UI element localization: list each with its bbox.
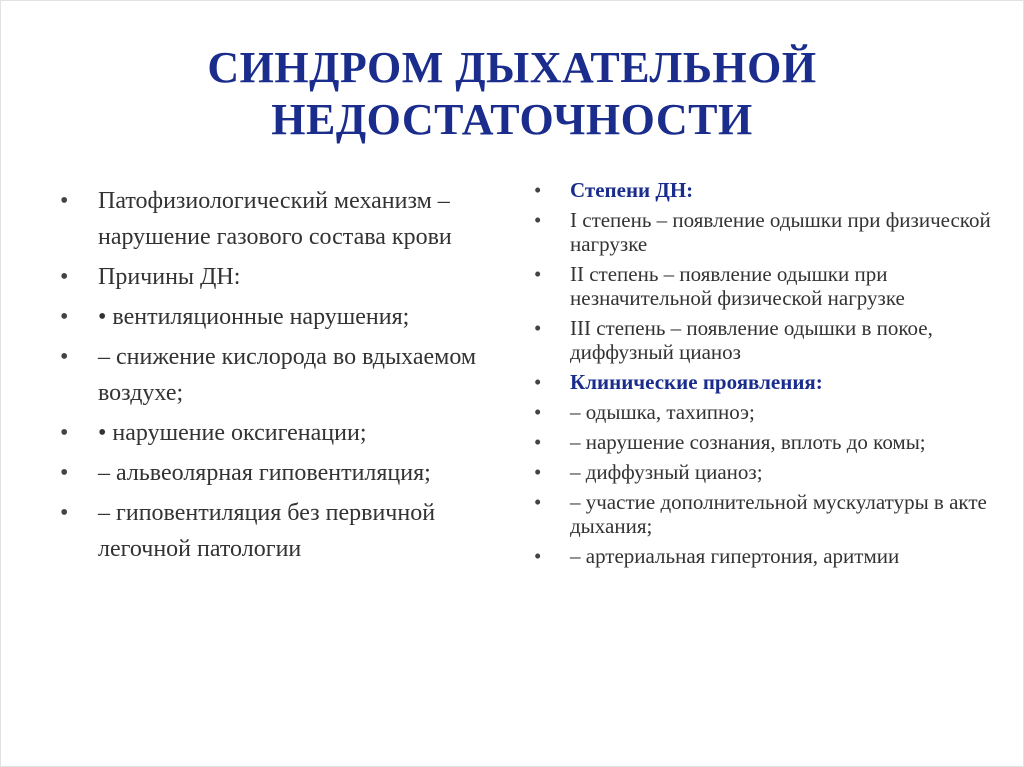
left-list-item-oxygen — [58, 339, 508, 411]
right-list-item-degree-3 — [530, 316, 1000, 364]
bullet-icon: • — [534, 490, 542, 514]
left-list-item-alveolar — [58, 455, 508, 491]
bullet-icon: • — [60, 264, 69, 290]
right-list-item-muscles — [530, 490, 1000, 538]
list-heading-text: Степени ДН: — [570, 178, 694, 202]
right-list-item-degree-1 — [530, 208, 1000, 256]
list-item-text: II степень – появление одышки при незначительной физической нагрузке — [570, 262, 905, 310]
list-item-text: • вентиляционные нарушения; — [98, 304, 410, 330]
right-heading-degrees — [530, 178, 1000, 202]
left-list-item-causes — [58, 259, 508, 295]
list-item-text: – одышка, тахипноэ; — [570, 400, 755, 424]
list-item-text: • нарушение оксигенации; — [98, 420, 367, 446]
bullet-icon: • — [60, 460, 69, 486]
bullet-icon: • — [534, 370, 542, 394]
left-column-list — [58, 183, 508, 571]
bullet-icon: • — [60, 188, 69, 214]
list-item-text: III степень – появление одышки в покое, диффузный цианоз — [570, 316, 933, 364]
left-list-item-ventilation — [58, 299, 508, 335]
bullet-icon: • — [534, 544, 542, 568]
list-item-text: – альвеолярная гиповентиляция; — [98, 460, 431, 486]
bullet-icon: • — [60, 420, 69, 446]
list-item-text: Причины ДН: — [98, 264, 241, 290]
bullet-icon: • — [60, 304, 69, 330]
bullet-icon: • — [534, 430, 542, 454]
bullet-icon: • — [60, 500, 69, 526]
title-line-2: НЕДОСТАТОЧНОСТИ — [271, 95, 753, 144]
list-item-text: – участие дополнительной мускулатуры в акте дыхания; — [570, 490, 987, 538]
bullet-icon: • — [60, 344, 69, 370]
bullet-icon: • — [534, 178, 542, 202]
bullet-icon: • — [534, 262, 542, 286]
list-item-text: – артериальная гипертония, аритмии — [570, 544, 900, 568]
list-item-text: – гиповентиляция без первичной легочной патологии — [98, 500, 436, 562]
list-item-text: – нарушение сознания, вплоть до комы; — [570, 430, 926, 454]
bullet-icon: • — [534, 400, 542, 424]
left-list-item-hypoventilation — [58, 495, 508, 567]
list-item-text: – диффузный цианоз; — [570, 460, 763, 484]
left-list-item-mechanism — [58, 183, 508, 255]
right-column-list — [530, 178, 1000, 574]
list-item-text: – снижение кислорода во вдыхаемом воздухе; — [98, 344, 477, 406]
right-list-item-dyspnea — [530, 400, 1000, 424]
right-list-item-hypertension — [530, 544, 1000, 568]
list-item-text: Патофизиологический механизм – нарушение газового состава крови — [98, 188, 452, 250]
left-list-item-oxygenation — [58, 415, 508, 451]
right-list-item-cyanosis — [530, 460, 1000, 484]
right-heading-clinical — [530, 370, 1000, 394]
list-heading-text: Клинические проявления: — [570, 370, 823, 394]
bullet-icon: • — [534, 460, 542, 484]
right-list-item-consciousness — [530, 430, 1000, 454]
list-item-text: I степень – появление одышки при физической нагрузке — [570, 208, 991, 256]
right-list-item-degree-2 — [530, 262, 1000, 310]
bullet-icon: • — [534, 208, 542, 232]
title-line-1: СИНДРОМ ДЫХАТЕЛЬНОЙ — [207, 43, 817, 92]
bullet-icon: • — [534, 316, 542, 340]
slide-title — [0, 42, 1024, 146]
